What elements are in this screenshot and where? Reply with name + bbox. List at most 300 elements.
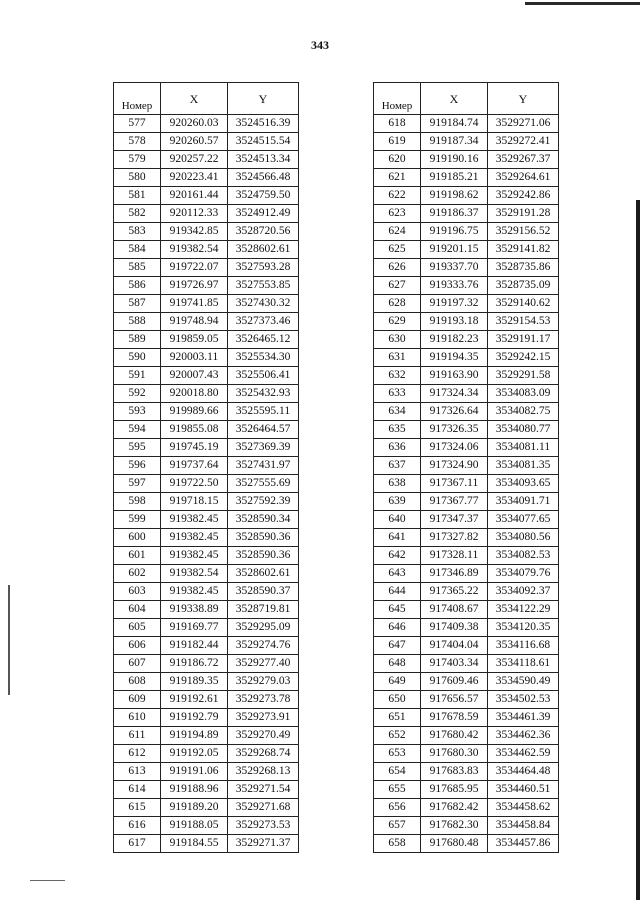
column-header-x: X xyxy=(421,83,488,115)
point-number-cell: 656 xyxy=(374,799,421,817)
y-coordinate-cell: 3524515.54 xyxy=(228,133,299,151)
table-row xyxy=(374,799,559,817)
point-number-cell: 607 xyxy=(114,655,161,673)
table-row xyxy=(374,205,559,223)
y-coordinate-cell: 3524516.39 xyxy=(228,115,299,133)
point-number-cell: 646 xyxy=(374,619,421,637)
x-coordinate-cell: 919382.45 xyxy=(161,511,228,529)
x-coordinate-cell: 919188.96 xyxy=(161,781,228,799)
y-coordinate-cell: 3528735.86 xyxy=(488,259,559,277)
table-row xyxy=(114,691,299,709)
y-coordinate-cell: 3529191.28 xyxy=(488,205,559,223)
point-number-cell: 632 xyxy=(374,367,421,385)
y-coordinate-cell: 3529291.58 xyxy=(488,367,559,385)
coordinates-table-left xyxy=(113,82,299,853)
table-row xyxy=(374,835,559,853)
table-row xyxy=(374,421,559,439)
x-coordinate-cell: 919188.05 xyxy=(161,817,228,835)
x-coordinate-cell: 919989.66 xyxy=(161,403,228,421)
page-number: 343 xyxy=(311,38,329,52)
table-row xyxy=(374,781,559,799)
point-number-cell: 619 xyxy=(374,133,421,151)
table-row xyxy=(374,583,559,601)
point-number-cell: 626 xyxy=(374,259,421,277)
x-coordinate-cell: 917327.82 xyxy=(421,529,488,547)
point-number-cell: 605 xyxy=(114,619,161,637)
x-coordinate-cell: 919191.06 xyxy=(161,763,228,781)
point-number-cell: 592 xyxy=(114,385,161,403)
table-row xyxy=(114,241,299,259)
point-number-cell: 643 xyxy=(374,565,421,583)
table-row xyxy=(114,133,299,151)
point-number-cell: 617 xyxy=(114,835,161,853)
point-number-cell: 615 xyxy=(114,799,161,817)
column-header-y: Y xyxy=(488,83,559,115)
y-coordinate-cell: 3534458.62 xyxy=(488,799,559,817)
point-number-cell: 591 xyxy=(114,367,161,385)
x-coordinate-cell: 919194.89 xyxy=(161,727,228,745)
x-coordinate-cell: 919197.32 xyxy=(421,295,488,313)
y-coordinate-cell: 3524912.49 xyxy=(228,205,299,223)
table-row xyxy=(114,313,299,331)
x-coordinate-cell: 919859.05 xyxy=(161,331,228,349)
point-number-cell: 647 xyxy=(374,637,421,655)
scan-edge-bar xyxy=(636,200,640,900)
table-row xyxy=(374,475,559,493)
y-coordinate-cell: 3534457.86 xyxy=(488,835,559,853)
table-row xyxy=(374,529,559,547)
table-row xyxy=(114,727,299,745)
point-number-cell: 625 xyxy=(374,241,421,259)
y-coordinate-cell: 3534464.48 xyxy=(488,763,559,781)
point-number-cell: 623 xyxy=(374,205,421,223)
point-number-cell: 609 xyxy=(114,691,161,709)
x-coordinate-cell: 919737.64 xyxy=(161,457,228,475)
column-header-number: Номер xyxy=(114,83,161,115)
point-number-cell: 628 xyxy=(374,295,421,313)
y-coordinate-cell: 3534093.65 xyxy=(488,475,559,493)
point-number-cell: 645 xyxy=(374,601,421,619)
point-number-cell: 636 xyxy=(374,439,421,457)
y-coordinate-cell: 3529154.53 xyxy=(488,313,559,331)
table-row xyxy=(114,259,299,277)
point-number-cell: 650 xyxy=(374,691,421,709)
y-coordinate-cell: 3529273.53 xyxy=(228,817,299,835)
x-coordinate-cell: 919718.15 xyxy=(161,493,228,511)
point-number-cell: 602 xyxy=(114,565,161,583)
x-coordinate-cell: 919382.54 xyxy=(161,565,228,583)
point-number-cell: 616 xyxy=(114,817,161,835)
table-row xyxy=(114,583,299,601)
table-row xyxy=(114,295,299,313)
y-coordinate-cell: 3526465.12 xyxy=(228,331,299,349)
y-coordinate-cell: 3529267.37 xyxy=(488,151,559,169)
y-coordinate-cell: 3525534.30 xyxy=(228,349,299,367)
table-row xyxy=(114,547,299,565)
point-number-cell: 593 xyxy=(114,403,161,421)
point-number-cell: 600 xyxy=(114,529,161,547)
y-coordinate-cell: 3524759.50 xyxy=(228,187,299,205)
y-coordinate-cell: 3534502.53 xyxy=(488,691,559,709)
y-coordinate-cell: 3529141.82 xyxy=(488,241,559,259)
table-header-row xyxy=(374,83,559,115)
table-row xyxy=(114,637,299,655)
x-coordinate-cell: 919169.77 xyxy=(161,619,228,637)
point-number-cell: 638 xyxy=(374,475,421,493)
point-number-cell: 641 xyxy=(374,529,421,547)
table-row xyxy=(374,493,559,511)
table-row xyxy=(374,223,559,241)
table-row xyxy=(374,457,559,475)
table-row xyxy=(114,709,299,727)
point-number-cell: 629 xyxy=(374,313,421,331)
x-coordinate-cell: 917367.11 xyxy=(421,475,488,493)
y-coordinate-cell: 3534080.56 xyxy=(488,529,559,547)
table-row xyxy=(114,745,299,763)
table-row xyxy=(114,385,299,403)
y-coordinate-cell: 3534082.53 xyxy=(488,547,559,565)
table-row xyxy=(114,169,299,187)
table-row xyxy=(114,151,299,169)
table-row xyxy=(114,529,299,547)
y-coordinate-cell: 3529156.52 xyxy=(488,223,559,241)
x-coordinate-cell: 919382.45 xyxy=(161,583,228,601)
point-number-cell: 594 xyxy=(114,421,161,439)
x-coordinate-cell: 917347.37 xyxy=(421,511,488,529)
table-row xyxy=(374,385,559,403)
point-number-cell: 597 xyxy=(114,475,161,493)
point-number-cell: 654 xyxy=(374,763,421,781)
table-row xyxy=(374,637,559,655)
y-coordinate-cell: 3534116.68 xyxy=(488,637,559,655)
x-coordinate-cell: 917682.42 xyxy=(421,799,488,817)
x-coordinate-cell: 919189.20 xyxy=(161,799,228,817)
y-coordinate-cell: 3527553.85 xyxy=(228,277,299,295)
point-number-cell: 624 xyxy=(374,223,421,241)
point-number-cell: 582 xyxy=(114,205,161,223)
point-number-cell: 606 xyxy=(114,637,161,655)
table-row xyxy=(374,151,559,169)
y-coordinate-cell: 3525506.41 xyxy=(228,367,299,385)
y-coordinate-cell: 3529270.49 xyxy=(228,727,299,745)
point-number-cell: 587 xyxy=(114,295,161,313)
x-coordinate-cell: 917324.90 xyxy=(421,457,488,475)
y-coordinate-cell: 3534118.61 xyxy=(488,655,559,673)
y-coordinate-cell: 3528590.36 xyxy=(228,529,299,547)
point-number-cell: 610 xyxy=(114,709,161,727)
x-coordinate-cell: 919337.70 xyxy=(421,259,488,277)
y-coordinate-cell: 3534120.35 xyxy=(488,619,559,637)
y-coordinate-cell: 3527593.28 xyxy=(228,259,299,277)
table-row xyxy=(374,763,559,781)
point-number-cell: 651 xyxy=(374,709,421,727)
table-row xyxy=(114,187,299,205)
table-row xyxy=(374,511,559,529)
point-number-cell: 639 xyxy=(374,493,421,511)
y-coordinate-cell: 3534091.71 xyxy=(488,493,559,511)
table-row xyxy=(374,241,559,259)
table-row xyxy=(374,709,559,727)
point-number-cell: 621 xyxy=(374,169,421,187)
y-coordinate-cell: 3525432.93 xyxy=(228,385,299,403)
point-number-cell: 642 xyxy=(374,547,421,565)
table-row xyxy=(374,277,559,295)
point-number-cell: 648 xyxy=(374,655,421,673)
x-coordinate-cell: 919333.76 xyxy=(421,277,488,295)
table-row xyxy=(114,673,299,691)
y-coordinate-cell: 3534092.37 xyxy=(488,583,559,601)
point-number-cell: 596 xyxy=(114,457,161,475)
point-number-cell: 622 xyxy=(374,187,421,205)
x-coordinate-cell: 919855.08 xyxy=(161,421,228,439)
x-coordinate-cell: 919182.44 xyxy=(161,637,228,655)
point-number-cell: 579 xyxy=(114,151,161,169)
x-coordinate-cell: 919726.97 xyxy=(161,277,228,295)
point-number-cell: 585 xyxy=(114,259,161,277)
y-coordinate-cell: 3529264.61 xyxy=(488,169,559,187)
y-coordinate-cell: 3529268.74 xyxy=(228,745,299,763)
y-coordinate-cell: 3529271.37 xyxy=(228,835,299,853)
table-row xyxy=(114,349,299,367)
table-row xyxy=(374,331,559,349)
column-header-x: X xyxy=(161,83,228,115)
y-coordinate-cell: 3534122.29 xyxy=(488,601,559,619)
point-number-cell: 604 xyxy=(114,601,161,619)
table-header-row xyxy=(114,83,299,115)
y-coordinate-cell: 3529242.15 xyxy=(488,349,559,367)
table-row xyxy=(374,655,559,673)
y-coordinate-cell: 3528735.09 xyxy=(488,277,559,295)
point-number-cell: 586 xyxy=(114,277,161,295)
point-number-cell: 598 xyxy=(114,493,161,511)
x-coordinate-cell: 917367.77 xyxy=(421,493,488,511)
x-coordinate-cell: 917326.64 xyxy=(421,403,488,421)
x-coordinate-cell: 919186.72 xyxy=(161,655,228,673)
scan-edge-line xyxy=(525,2,640,5)
table-row xyxy=(114,817,299,835)
x-coordinate-cell: 919382.45 xyxy=(161,529,228,547)
table-row xyxy=(374,367,559,385)
y-coordinate-cell: 3534590.49 xyxy=(488,673,559,691)
x-coordinate-cell: 917680.48 xyxy=(421,835,488,853)
table-row xyxy=(374,349,559,367)
point-number-cell: 588 xyxy=(114,313,161,331)
scan-margin-mark xyxy=(8,585,10,695)
table-row xyxy=(114,367,299,385)
x-coordinate-cell: 920112.33 xyxy=(161,205,228,223)
point-number-cell: 601 xyxy=(114,547,161,565)
table-row xyxy=(374,673,559,691)
x-coordinate-cell: 917365.22 xyxy=(421,583,488,601)
x-coordinate-cell: 919187.34 xyxy=(421,133,488,151)
x-coordinate-cell: 919198.62 xyxy=(421,187,488,205)
table-row xyxy=(114,565,299,583)
y-coordinate-cell: 3529279.03 xyxy=(228,673,299,691)
table-row xyxy=(374,691,559,709)
x-coordinate-cell: 919190.16 xyxy=(421,151,488,169)
x-coordinate-cell: 917324.06 xyxy=(421,439,488,457)
x-coordinate-cell: 917680.42 xyxy=(421,727,488,745)
y-coordinate-cell: 3526464.57 xyxy=(228,421,299,439)
x-coordinate-cell: 920257.22 xyxy=(161,151,228,169)
table-row xyxy=(374,187,559,205)
x-coordinate-cell: 919382.54 xyxy=(161,241,228,259)
table-row xyxy=(114,493,299,511)
y-coordinate-cell: 3528602.61 xyxy=(228,565,299,583)
point-number-cell: 613 xyxy=(114,763,161,781)
y-coordinate-cell: 3527369.39 xyxy=(228,439,299,457)
point-number-cell: 655 xyxy=(374,781,421,799)
x-coordinate-cell: 920018.80 xyxy=(161,385,228,403)
y-coordinate-cell: 3534461.39 xyxy=(488,709,559,727)
point-number-cell: 595 xyxy=(114,439,161,457)
point-number-cell: 658 xyxy=(374,835,421,853)
point-number-cell: 631 xyxy=(374,349,421,367)
table-row xyxy=(114,439,299,457)
x-coordinate-cell: 917609.46 xyxy=(421,673,488,691)
y-coordinate-cell: 3529271.68 xyxy=(228,799,299,817)
point-number-cell: 580 xyxy=(114,169,161,187)
x-coordinate-cell: 919722.50 xyxy=(161,475,228,493)
table-row xyxy=(114,205,299,223)
x-coordinate-cell: 917346.89 xyxy=(421,565,488,583)
table-row xyxy=(374,619,559,637)
x-coordinate-cell: 919722.07 xyxy=(161,259,228,277)
x-coordinate-cell: 917683.83 xyxy=(421,763,488,781)
x-coordinate-cell: 919192.05 xyxy=(161,745,228,763)
table-row xyxy=(374,169,559,187)
table-row xyxy=(114,421,299,439)
point-number-cell: 577 xyxy=(114,115,161,133)
table-row xyxy=(114,403,299,421)
table-row xyxy=(374,133,559,151)
table-row xyxy=(374,295,559,313)
y-coordinate-cell: 3534080.77 xyxy=(488,421,559,439)
table-row xyxy=(114,763,299,781)
y-coordinate-cell: 3529273.91 xyxy=(228,709,299,727)
table-row xyxy=(374,547,559,565)
y-coordinate-cell: 3534081.35 xyxy=(488,457,559,475)
point-number-cell: 590 xyxy=(114,349,161,367)
y-coordinate-cell: 3524566.48 xyxy=(228,169,299,187)
y-coordinate-cell: 3534077.65 xyxy=(488,511,559,529)
table-row xyxy=(374,259,559,277)
y-coordinate-cell: 3528602.61 xyxy=(228,241,299,259)
y-coordinate-cell: 3534458.84 xyxy=(488,817,559,835)
y-coordinate-cell: 3528719.81 xyxy=(228,601,299,619)
point-number-cell: 637 xyxy=(374,457,421,475)
y-coordinate-cell: 3534462.59 xyxy=(488,745,559,763)
y-coordinate-cell: 3528590.34 xyxy=(228,511,299,529)
x-coordinate-cell: 919748.94 xyxy=(161,313,228,331)
x-coordinate-cell: 919192.61 xyxy=(161,691,228,709)
table-row xyxy=(374,403,559,421)
point-number-cell: 589 xyxy=(114,331,161,349)
table-row xyxy=(114,619,299,637)
point-number-cell: 657 xyxy=(374,817,421,835)
table-row xyxy=(114,475,299,493)
y-coordinate-cell: 3527373.46 xyxy=(228,313,299,331)
x-coordinate-cell: 919163.90 xyxy=(421,367,488,385)
x-coordinate-cell: 919741.85 xyxy=(161,295,228,313)
x-coordinate-cell: 919342.85 xyxy=(161,223,228,241)
y-coordinate-cell: 3525595.11 xyxy=(228,403,299,421)
table-row xyxy=(374,601,559,619)
y-coordinate-cell: 3524513.34 xyxy=(228,151,299,169)
table-row xyxy=(114,601,299,619)
y-coordinate-cell: 3534081.11 xyxy=(488,439,559,457)
y-coordinate-cell: 3534462.36 xyxy=(488,727,559,745)
table-row xyxy=(374,727,559,745)
x-coordinate-cell: 919201.15 xyxy=(421,241,488,259)
x-coordinate-cell: 917326.35 xyxy=(421,421,488,439)
y-coordinate-cell: 3529268.13 xyxy=(228,763,299,781)
x-coordinate-cell: 919382.45 xyxy=(161,547,228,565)
point-number-cell: 583 xyxy=(114,223,161,241)
table-row xyxy=(114,115,299,133)
table-row xyxy=(374,313,559,331)
table-row xyxy=(114,331,299,349)
point-number-cell: 640 xyxy=(374,511,421,529)
point-number-cell: 652 xyxy=(374,727,421,745)
table-row xyxy=(114,223,299,241)
table-row xyxy=(114,835,299,853)
point-number-cell: 614 xyxy=(114,781,161,799)
coordinates-table-right xyxy=(373,82,559,853)
x-coordinate-cell: 919184.55 xyxy=(161,835,228,853)
x-coordinate-cell: 920260.03 xyxy=(161,115,228,133)
table-row xyxy=(114,781,299,799)
y-coordinate-cell: 3534460.51 xyxy=(488,781,559,799)
table-row xyxy=(114,457,299,475)
point-number-cell: 578 xyxy=(114,133,161,151)
x-coordinate-cell: 920223.41 xyxy=(161,169,228,187)
y-coordinate-cell: 3529140.62 xyxy=(488,295,559,313)
x-coordinate-cell: 919745.19 xyxy=(161,439,228,457)
y-coordinate-cell: 3528590.36 xyxy=(228,547,299,565)
point-number-cell: 627 xyxy=(374,277,421,295)
x-coordinate-cell: 919184.74 xyxy=(421,115,488,133)
x-coordinate-cell: 917403.34 xyxy=(421,655,488,673)
table-row xyxy=(374,745,559,763)
x-coordinate-cell: 919185.21 xyxy=(421,169,488,187)
point-number-cell: 630 xyxy=(374,331,421,349)
table-row xyxy=(374,817,559,835)
point-number-cell: 612 xyxy=(114,745,161,763)
y-coordinate-cell: 3534079.76 xyxy=(488,565,559,583)
x-coordinate-cell: 917328.11 xyxy=(421,547,488,565)
point-number-cell: 603 xyxy=(114,583,161,601)
y-coordinate-cell: 3527430.32 xyxy=(228,295,299,313)
y-coordinate-cell: 3529191.17 xyxy=(488,331,559,349)
x-coordinate-cell: 917324.34 xyxy=(421,385,488,403)
column-header-number: Номер xyxy=(374,83,421,115)
point-number-cell: 635 xyxy=(374,421,421,439)
point-number-cell: 634 xyxy=(374,403,421,421)
point-number-cell: 649 xyxy=(374,673,421,691)
x-coordinate-cell: 917408.67 xyxy=(421,601,488,619)
x-coordinate-cell: 919186.37 xyxy=(421,205,488,223)
y-coordinate-cell: 3529273.78 xyxy=(228,691,299,709)
x-coordinate-cell: 917685.95 xyxy=(421,781,488,799)
x-coordinate-cell: 917404.04 xyxy=(421,637,488,655)
point-number-cell: 653 xyxy=(374,745,421,763)
x-coordinate-cell: 917678.59 xyxy=(421,709,488,727)
column-header-y: Y xyxy=(228,83,299,115)
point-number-cell: 608 xyxy=(114,673,161,691)
x-coordinate-cell: 919192.79 xyxy=(161,709,228,727)
y-coordinate-cell: 3527431.97 xyxy=(228,457,299,475)
